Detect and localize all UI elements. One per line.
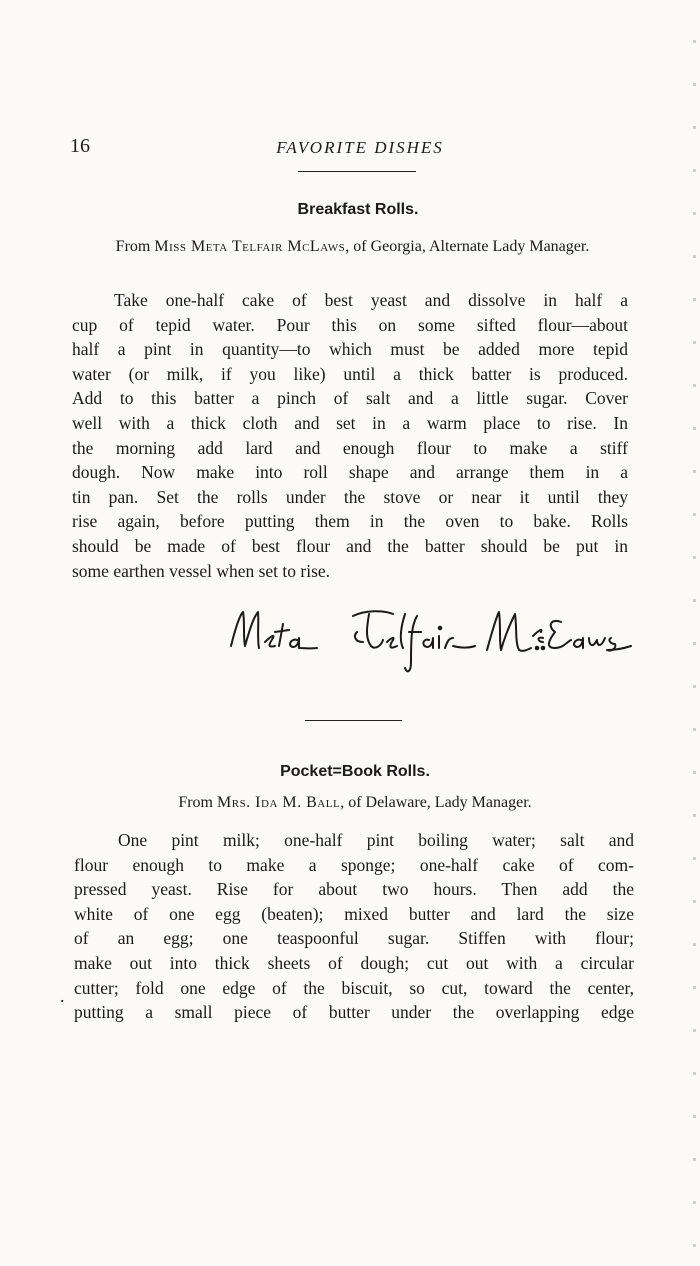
text-line: well with a thick cloth and set in a warm place to rise. In xyxy=(72,412,628,433)
attribution-suffix: , of Delaware, Lady Manager. xyxy=(340,794,532,811)
text-line: flour enough to make a sponge; one-half cake of com- xyxy=(74,854,634,875)
margin-mark: . xyxy=(60,986,65,1006)
text-line: half a pint in quantity—to which must be added more tepid xyxy=(72,339,628,360)
text-line: should be made of best flour and the batter should be put in xyxy=(72,535,628,556)
recipe-body xyxy=(72,288,628,583)
text-line: pressed yeast. Rise for about two hours. Then add the xyxy=(74,879,634,900)
recipe-attribution xyxy=(60,236,645,258)
page-number: 16 xyxy=(70,135,90,157)
attribution-prefix: From xyxy=(178,794,217,811)
section-divider xyxy=(305,720,402,721)
recipe-body xyxy=(74,828,634,1025)
text-line: Add to this batter a pinch of salt and a little sugar. Cover xyxy=(72,388,628,409)
text-line: cutter; fold one edge of the biscuit, so cut, toward the center, xyxy=(74,977,634,998)
text-line: some earthen vessel when set to rise. xyxy=(72,560,331,581)
text-line: of an egg; one teaspoonful sugar. Stiffen with flour; xyxy=(74,928,634,949)
recipe-title: Breakfast Rolls. xyxy=(297,201,419,218)
attribution-prefix: From xyxy=(115,238,155,255)
recipe-title: Pocket=Book Rolls. xyxy=(280,763,430,780)
text-line: make out into thick sheets of dough; cut out with a circular xyxy=(74,952,634,973)
header-rule xyxy=(298,171,416,172)
text-line: putting a small piece of butter under the overlapping edge xyxy=(74,1002,634,1023)
text-line: Take one-half cake of best yeast and dissolve in half a xyxy=(114,290,628,310)
attribution-name: Miss Meta Telfair McLaws xyxy=(154,238,346,255)
handwritten-signature xyxy=(225,602,635,682)
text-line: tin pan. Set the rolls under the stove or near it until they xyxy=(72,486,628,507)
text-line: water (or milk, if you like) until a thick batter is produced. xyxy=(72,363,628,384)
recipe-attribution xyxy=(100,792,610,814)
text-line: dough. Now make into roll shape and arrange them in a xyxy=(72,462,628,483)
running-head: FAVORITE DISHES xyxy=(276,138,444,157)
text-line: rise again, before putting them in the oven to bake. Rolls xyxy=(72,511,628,532)
text-line: the morning add lard and enough flour to make a stiff xyxy=(72,437,628,458)
scan-edge xyxy=(693,0,696,1266)
text-line: One pint milk; one-half pint boiling water; salt and xyxy=(118,830,634,850)
attribution-name: Mrs. Ida M. Ball xyxy=(217,794,341,811)
attribution-suffix: , of Georgia, Alternate Lady Manager. xyxy=(345,238,590,255)
text-line: cup of tepid water. Pour this on some sifted flour—about xyxy=(72,314,628,335)
text-line: white of one egg (beaten); mixed butter and lard the size xyxy=(74,903,634,924)
